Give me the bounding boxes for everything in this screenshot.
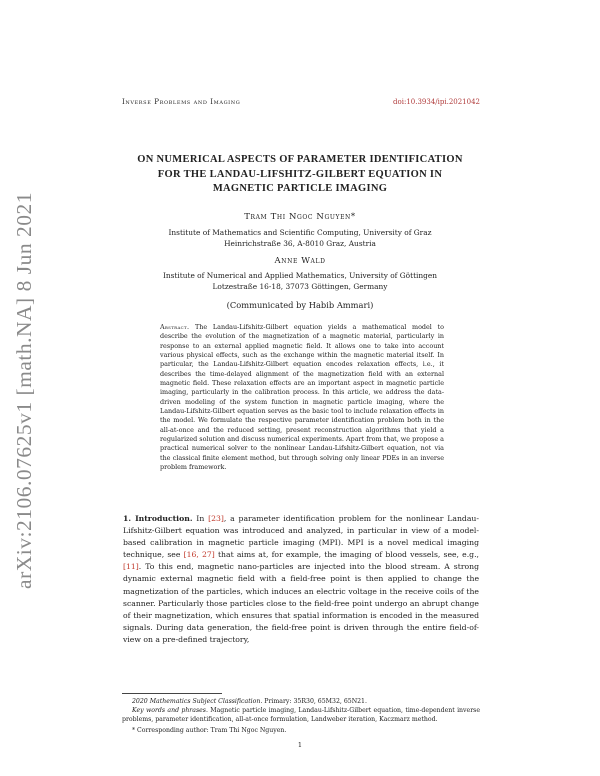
author-2-affiliation (100, 271, 500, 292)
abstract-text: The Landau-Lifshitz-Gilbert equation yields a mathematical model to describe the evolution of the magnetization of a magnetic material, particularly in response to an external applied magnetic field. It allows one to take into account various physical effects, such as the exchange within the magnetic material itself. In particular, the Landau-Lifshitz-Gilbert equation encodes relaxation effects, i.e., it describes the time-delayed alignment of the magnetization field with an external magnetic field. These relaxation effects are an important aspect in magnetic particle imaging, particularly in the calibration process. In this article, we address the data-driven modeling of the system function in magnetic particle imaging, where the Landau-Lifshitz-Gilbert equation serves as the basic tool to include relaxation effects in the model. We formulate the respective parameter identification problem both in the all-at-once and the reduced setting, present reconstruction algorithms that yield a regularized solution and discuss numerical experiments. Apart from that, we propose a practical numerical solver to the nonlinear Landau-Lifshitz-Gilbert equation, not via the classical finite element method, but through solving only linear PDEs in an inverse problem framework. (160, 323, 444, 472)
author-2-address: Lotzestraße 16-18, 37073 Göttingen, Germany (212, 281, 388, 291)
author-2-institute: Institute of Numerical and Applied Mathematics, University of Göttingen (162, 271, 438, 280)
communicated-by: (Communicated by Habib Ammari) (226, 300, 374, 310)
arxiv-sidebar (4, 191, 44, 589)
citation-link[interactable]: [16, 27] (183, 550, 215, 560)
introduction-paragraph (123, 513, 479, 646)
citation-link[interactable]: [11] (123, 562, 139, 572)
title-line-3: MAGNETIC PARTICLE IMAGING (212, 183, 388, 194)
intro-text-4: . To this end, magnetic nano-particles are injected into the blood stream. A strong dynamic external magnetic field with a field-free point is then applied to change the magnetization of the particles, which induces an electric voltage in the receive coils of the scanner. Particularly those particles close to the field-free point undergo an abrupt change of their magnetization, which ensures that spatial information is encoded in the measured signals. During data generation, the field-free point is driven through the entire field-of-view on a pre-defined trajectory, (123, 562, 479, 644)
arxiv-identifier: arXiv:2106.07625v1 [math.NA] 8 Jun 2021 (11, 191, 36, 589)
intro-text-1: In (192, 514, 209, 523)
page-number: 1 (297, 741, 303, 749)
abstract (160, 323, 444, 473)
author-1-affiliation (100, 228, 500, 249)
keywords-label: Key words and phrases. (132, 707, 208, 714)
title-line-1: ON NUMERICAL ASPECTS OF PARAMETER IDENTIFICATION (137, 154, 463, 165)
msc-text: Primary: 35R30, 65M32, 65N21. (262, 698, 367, 705)
footnote-keywords (122, 706, 480, 724)
author-1-institute: Institute of Mathematics and Scientific Computing, University of Graz (168, 228, 432, 237)
doi-link[interactable]: doi:10.3934/ipi.2021042 (393, 98, 480, 106)
author-1-name: Tram Thi Ngoc Nguyen* (244, 212, 356, 222)
footnote-msc (122, 697, 480, 706)
paper-title (110, 153, 490, 197)
journal-name: Inverse Problems and Imaging (122, 98, 241, 106)
footnote-rule (122, 693, 222, 694)
author-2-name: Anne Wald (274, 256, 326, 266)
keywords-text: Magnetic particle imaging, Landau-Lifshitz-Gilbert equation, time-dependent inverse problems, parameter identification, all-at-once formulation, Landweber iteration, Kaczmarz method. (122, 707, 480, 723)
title-line-2: FOR THE LANDAU-LIFSHITZ-GILBERT EQUATION IN (157, 168, 443, 180)
intro-text-2: , a parameter identification problem for the nonlinear Landau-Lifshitz-Gilbert equation was introduced and analyzed, in particular in view of a model-based calibration in magnetic particle imaging (MPI). MPI is a novel medical imaging technique, see (123, 514, 479, 560)
intro-text-3: that aims at, for example, the imaging of blood vessels, see, e.g., (214, 550, 479, 560)
msc-label: 2020 Mathematics Subject Classification. (132, 698, 263, 705)
section-heading: 1. Introduction. (123, 514, 193, 523)
author-1-address: Heinrichstraße 36, A-8010 Graz, Austria (224, 238, 376, 248)
footnote-corresponding: * Corresponding author: Tram Thi Ngoc Nguyen. (132, 727, 287, 734)
abstract-label: Abstract. (160, 323, 190, 331)
citation-link[interactable]: [23] (208, 514, 224, 523)
